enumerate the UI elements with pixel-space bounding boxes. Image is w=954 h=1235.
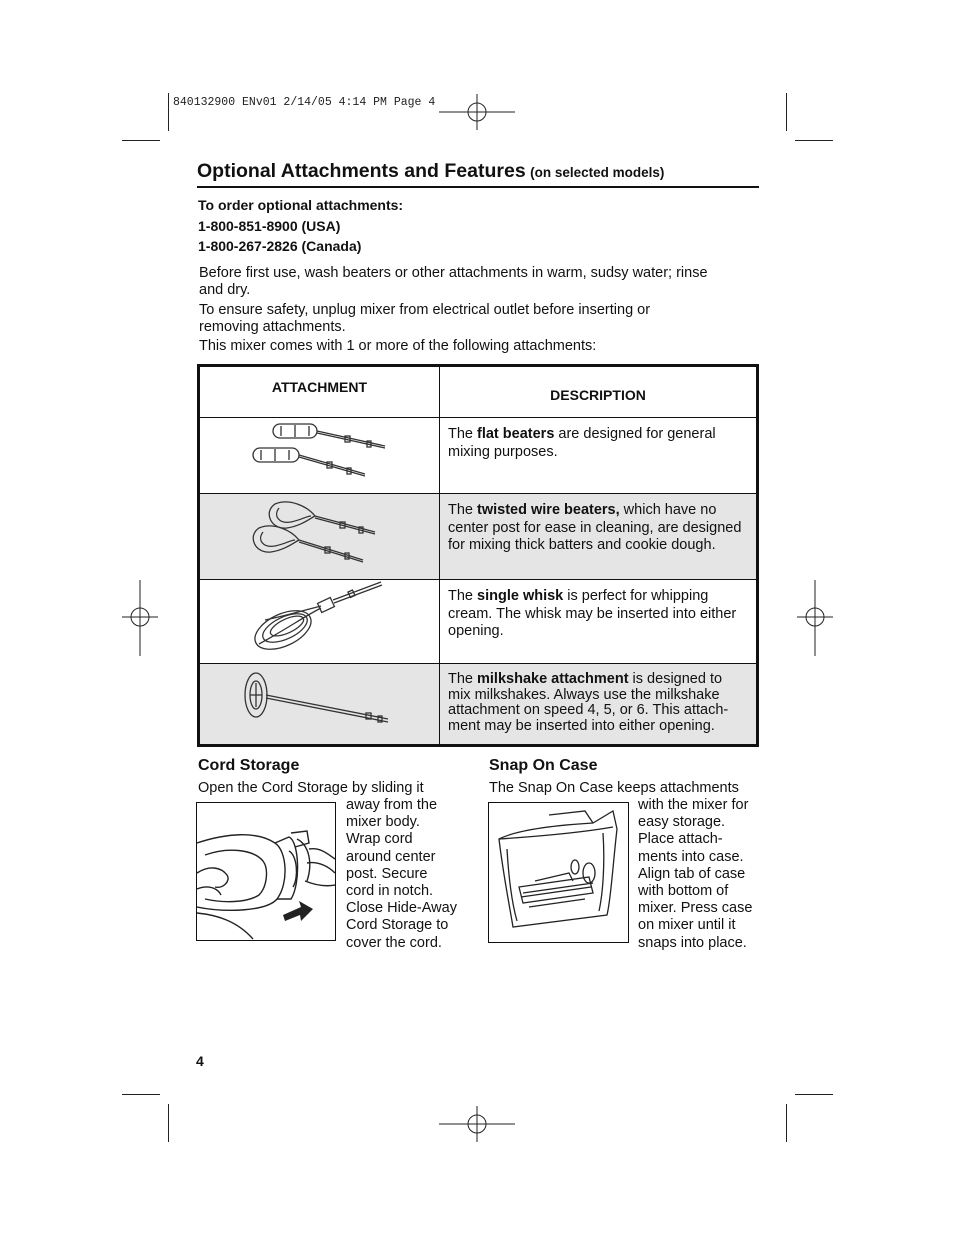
text-line: snaps into place. bbox=[638, 934, 747, 951]
description-text: The bbox=[448, 588, 478, 604]
crop-mark-tl-v bbox=[168, 93, 169, 131]
description-cell bbox=[440, 664, 758, 746]
description-cell bbox=[440, 494, 758, 580]
snap-case-heading: Snap On Case bbox=[489, 757, 598, 774]
cord-storage-intro: Open the Cord Storage by sliding it bbox=[198, 780, 424, 796]
text-line: mixer body. bbox=[346, 814, 420, 831]
crop-mark-tr-v bbox=[786, 93, 787, 131]
description-text: The bbox=[448, 502, 478, 518]
text-line: Wrap cord bbox=[346, 831, 413, 848]
flat-beaters-icon bbox=[245, 418, 395, 488]
column-header-description: DESCRIPTION bbox=[440, 366, 758, 418]
text-line: with bottom of bbox=[638, 883, 729, 900]
crop-mark-br-v bbox=[786, 1104, 787, 1142]
description-text: are designed for general mixing purposes. bbox=[448, 426, 716, 460]
column-header-attachment: ATTACHMENT bbox=[199, 366, 440, 418]
order-phone-usa: 1-800-851-8900 (USA) bbox=[198, 217, 341, 234]
title-main: Optional Attachments and Features bbox=[197, 160, 526, 182]
text-line: mixer. Press case bbox=[638, 900, 753, 917]
twisted-wire-beaters-icon bbox=[245, 494, 395, 574]
attachment-name: twisted wire beaters, bbox=[477, 502, 620, 518]
description-cell bbox=[440, 580, 758, 664]
title-subtitle: (on selected models) bbox=[530, 165, 665, 180]
attachment-cell bbox=[199, 418, 440, 494]
text-line: Cord Storage to bbox=[346, 917, 449, 934]
registration-mark-top-icon bbox=[437, 92, 517, 132]
attachment-name: flat beaters bbox=[477, 426, 555, 442]
table-row bbox=[199, 494, 758, 580]
snap-case-text bbox=[638, 797, 752, 952]
cord-storage-heading: Cord Storage bbox=[198, 757, 300, 774]
page-number: 4 bbox=[196, 1053, 204, 1069]
description-cell bbox=[440, 418, 758, 494]
print-slug-line: 840132900 ENv01 2/14/05 4:14 PM Page 4 bbox=[173, 96, 436, 109]
storage-case-icon bbox=[489, 803, 628, 942]
registration-mark-bottom-icon bbox=[437, 1104, 517, 1144]
cord-storage-illustration bbox=[196, 802, 336, 941]
description-text: The bbox=[448, 671, 478, 687]
attachment-cell bbox=[199, 494, 440, 580]
snap-case-intro: The Snap On Case keeps attachments bbox=[489, 780, 739, 796]
crop-mark-bl-v bbox=[168, 1104, 169, 1142]
crop-mark-bl-h bbox=[122, 1094, 160, 1095]
order-phone-canada: 1-800-267-2826 (Canada) bbox=[198, 238, 362, 254]
order-info bbox=[198, 195, 403, 257]
order-heading: To order optional attachments: bbox=[198, 197, 404, 213]
attachment-name: milkshake attachment bbox=[477, 671, 629, 687]
description-text: which have no center post for ease in cleaning, are designed for mixing thick batters and cookie dough. bbox=[448, 502, 742, 553]
page-title bbox=[197, 160, 759, 188]
milkshake-attachment-icon bbox=[240, 667, 400, 737]
cord-storage-text bbox=[346, 797, 457, 952]
attachment-name: single whisk bbox=[477, 588, 564, 604]
safety-paragraph: To ensure safety, unplug mixer from electrical outlet before inserting or removing attachments. bbox=[199, 302, 651, 335]
single-whisk-icon bbox=[245, 580, 395, 658]
attachments-table bbox=[197, 364, 759, 747]
registration-mark-right-icon bbox=[795, 578, 835, 658]
text-line: away from the bbox=[346, 797, 438, 813]
arrow-icon bbox=[283, 901, 313, 921]
text-line: on mixer until it bbox=[638, 917, 736, 934]
comes-with-paragraph: This mixer comes with 1 or more of the following attachments: bbox=[199, 338, 597, 354]
attachment-cell bbox=[199, 580, 440, 664]
registration-mark-left-icon bbox=[120, 578, 160, 658]
text-line: Align tab of case bbox=[638, 865, 746, 882]
text-line: easy storage. bbox=[638, 814, 726, 831]
text-line: Close Hide-Away bbox=[346, 900, 457, 917]
text-line: cover the cord. bbox=[346, 934, 442, 951]
table-row bbox=[199, 664, 758, 746]
crop-mark-tl-h bbox=[122, 140, 160, 141]
attachment-cell bbox=[199, 664, 440, 746]
snap-case-illustration bbox=[488, 802, 629, 943]
cord-storage-hands-icon bbox=[197, 803, 335, 940]
text-line: cord in notch. bbox=[346, 883, 434, 900]
table-row bbox=[199, 580, 758, 664]
text-line: post. Secure bbox=[346, 865, 428, 882]
table-header-row bbox=[199, 366, 758, 418]
table-row bbox=[199, 418, 758, 494]
wash-paragraph: Before first use, wash beaters or other attachments in warm, sudsy water; rinse and dry. bbox=[199, 265, 708, 298]
description-text: is designed to mix milkshakes. Always use the milkshake attachment on speed 4, 5, or 6. This attach-ment may be inserted into either opening. bbox=[448, 671, 729, 734]
crop-mark-tr-h bbox=[795, 140, 833, 141]
text-line: around center bbox=[346, 848, 436, 865]
crop-mark-br-h bbox=[795, 1094, 833, 1095]
text-line: ments into case. bbox=[638, 848, 744, 865]
text-line: Place attach- bbox=[638, 831, 723, 848]
description-text: The bbox=[448, 426, 478, 442]
description-text: is perfect for whipping cream. The whisk may be inserted into either opening. bbox=[448, 588, 737, 639]
text-line: with the mixer for bbox=[638, 797, 749, 813]
